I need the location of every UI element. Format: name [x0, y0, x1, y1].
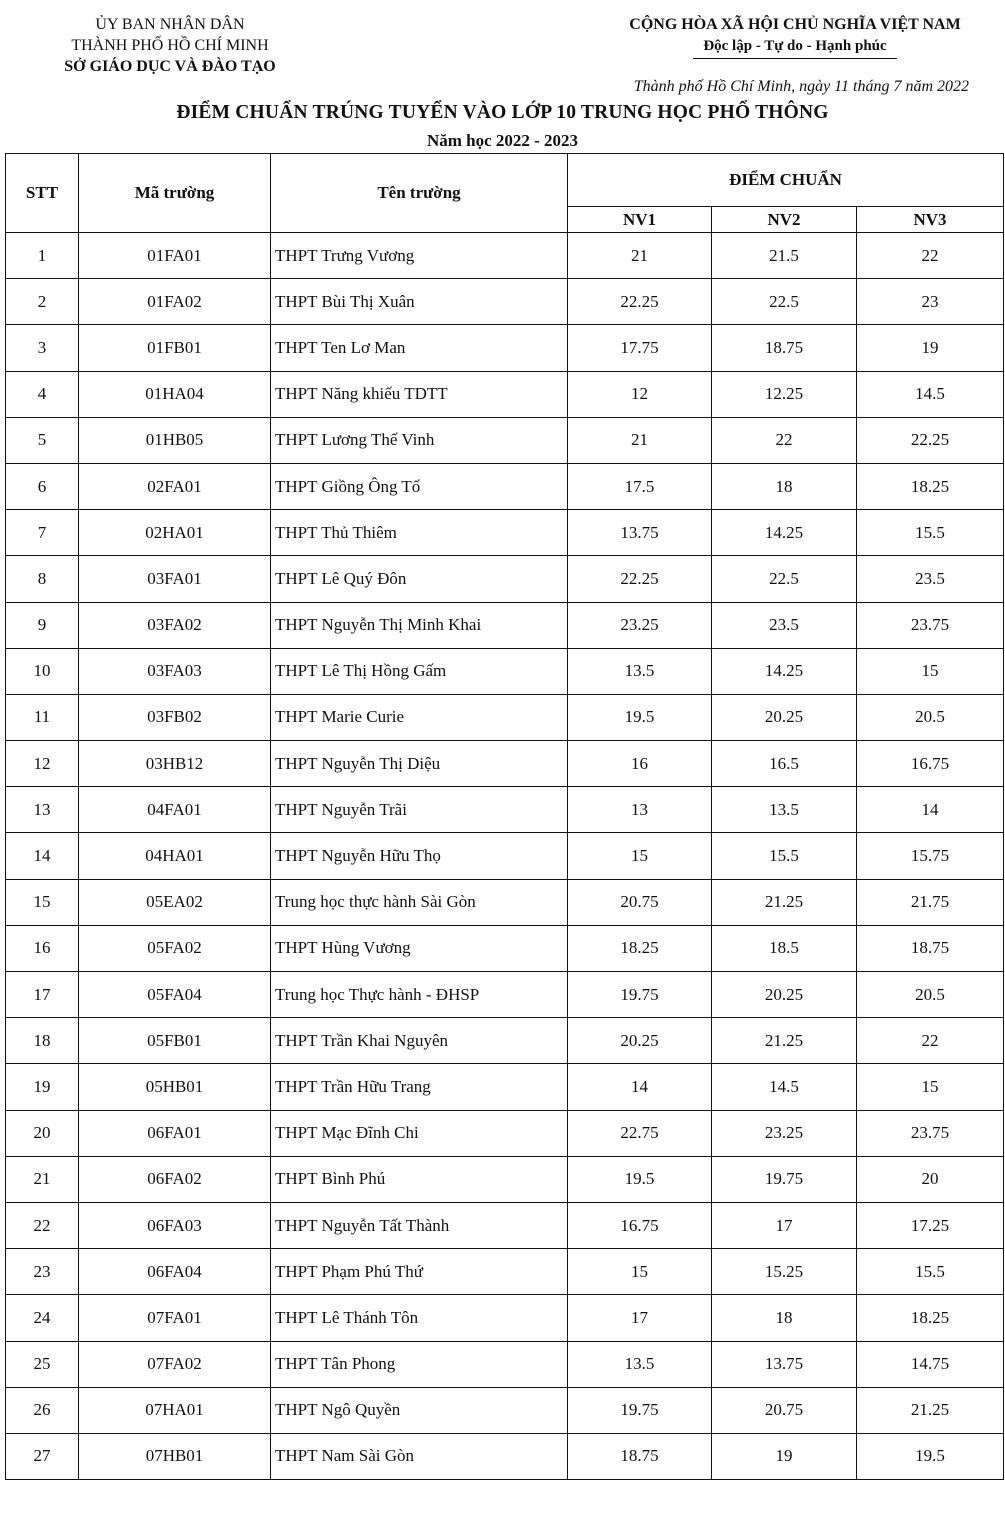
row-nv1-score: 18.25 — [568, 925, 712, 971]
row-school-name: THPT Marie Curie — [271, 694, 568, 740]
row-school-code: 07FA01 — [79, 1295, 271, 1341]
row-school-code: 03HB12 — [79, 741, 271, 787]
row-school-name: Trung học thực hành Sài Gòn — [271, 879, 568, 925]
row-stt: 1 — [6, 233, 79, 279]
table-row — [6, 510, 1004, 556]
table-row — [6, 1249, 1004, 1295]
row-school-code: 04FA01 — [79, 787, 271, 833]
table-row — [6, 972, 1004, 1018]
row-nv2-score: 21.5 — [712, 233, 857, 279]
row-stt: 3 — [6, 325, 79, 371]
row-school-code: 01HA04 — [79, 371, 271, 417]
nation-name: CỘNG HÒA XÃ HỘI CHỦ NGHĨA VIỆT NAM — [629, 16, 961, 33]
row-nv3-score: 23.75 — [857, 1110, 1004, 1156]
row-nv1-score: 12 — [568, 371, 712, 417]
row-nv1-score: 17 — [568, 1295, 712, 1341]
table-row — [6, 648, 1004, 694]
row-nv1-score: 19.5 — [568, 1156, 712, 1202]
row-school-name: Trung học Thực hành - ĐHSP — [271, 972, 568, 1018]
row-school-name: THPT Nguyễn Hữu Thọ — [271, 833, 568, 879]
row-school-code: 07HB01 — [79, 1433, 271, 1479]
row-school-code: 07HA01 — [79, 1387, 271, 1433]
row-stt: 14 — [6, 833, 79, 879]
row-nv2-score: 23.5 — [712, 602, 857, 648]
row-stt: 21 — [6, 1156, 79, 1202]
row-school-code: 06FA03 — [79, 1202, 271, 1248]
row-stt: 4 — [6, 371, 79, 417]
row-school-name: THPT Ngô Quyền — [271, 1387, 568, 1433]
header-school-name: Tên trường — [271, 154, 568, 233]
row-nv3-score: 23.75 — [857, 602, 1004, 648]
row-stt: 10 — [6, 648, 79, 694]
row-nv3-score: 16.75 — [857, 741, 1004, 787]
row-nv3-score: 14.5 — [857, 371, 1004, 417]
row-nv2-score: 15.5 — [712, 833, 857, 879]
row-nv2-score: 19.75 — [712, 1156, 857, 1202]
row-stt: 27 — [6, 1433, 79, 1479]
row-nv3-score: 18.75 — [857, 925, 1004, 971]
row-nv1-score: 16 — [568, 741, 712, 787]
row-school-code: 01HB05 — [79, 417, 271, 463]
row-nv1-score: 19.75 — [568, 1387, 712, 1433]
row-school-name: THPT Ten Lơ Man — [271, 325, 568, 371]
row-school-name: THPT Nguyễn Thị Minh Khai — [271, 602, 568, 648]
header-nv2: NV2 — [712, 207, 857, 233]
table-row — [6, 371, 1004, 417]
row-nv1-score: 20.75 — [568, 879, 712, 925]
row-nv1-score: 15 — [568, 1249, 712, 1295]
authority-department: SỞ GIÁO DỤC VÀ ĐÀO TẠO — [64, 58, 276, 75]
table-row — [6, 1202, 1004, 1248]
row-nv1-score: 22.25 — [568, 279, 712, 325]
row-school-name: THPT Tân Phong — [271, 1341, 568, 1387]
row-nv3-score: 18.25 — [857, 463, 1004, 509]
row-school-name: THPT Nam Sài Gòn — [271, 1433, 568, 1479]
row-stt: 11 — [6, 694, 79, 740]
row-school-code: 06FA04 — [79, 1249, 271, 1295]
row-nv2-score: 22 — [712, 417, 857, 463]
table-row — [6, 1064, 1004, 1110]
document-subtitle: Năm học 2022 - 2023 — [426, 131, 579, 150]
row-school-code: 03FA03 — [79, 648, 271, 694]
row-nv3-score: 18.25 — [857, 1295, 1004, 1341]
issuing-authority — [20, 14, 320, 77]
row-stt: 7 — [6, 510, 79, 556]
row-stt: 13 — [6, 787, 79, 833]
row-nv1-score: 15 — [568, 833, 712, 879]
table-row — [6, 1110, 1004, 1156]
row-stt: 6 — [6, 463, 79, 509]
table-row — [6, 602, 1004, 648]
row-nv1-score: 20.25 — [568, 1018, 712, 1064]
national-header — [600, 14, 990, 59]
row-stt: 2 — [6, 279, 79, 325]
authority-line-2: THÀNH PHỐ HỒ CHÍ MINH — [71, 37, 269, 54]
row-nv1-score: 13 — [568, 787, 712, 833]
row-nv2-score: 13.5 — [712, 787, 857, 833]
row-nv1-score: 22.25 — [568, 556, 712, 602]
table-body — [6, 233, 1004, 1480]
row-stt: 19 — [6, 1064, 79, 1110]
header-nv3: NV3 — [857, 207, 1004, 233]
row-stt: 17 — [6, 972, 79, 1018]
row-nv2-score: 22.5 — [712, 279, 857, 325]
row-stt: 15 — [6, 879, 79, 925]
national-motto: Độc lập - Tự do - Hạnh phúc — [693, 36, 896, 59]
table-row — [6, 1341, 1004, 1387]
row-school-name: THPT Lương Thế Vinh — [271, 417, 568, 463]
table-row — [6, 694, 1004, 740]
row-stt: 18 — [6, 1018, 79, 1064]
row-school-code: 05FA04 — [79, 972, 271, 1018]
row-stt: 16 — [6, 925, 79, 971]
row-nv3-score: 15.5 — [857, 510, 1004, 556]
row-school-code: 06FA01 — [79, 1110, 271, 1156]
row-nv2-score: 18 — [712, 1295, 857, 1341]
row-nv3-score: 19.5 — [857, 1433, 1004, 1479]
row-nv3-score: 14.75 — [857, 1341, 1004, 1387]
row-stt: 5 — [6, 417, 79, 463]
row-stt: 8 — [6, 556, 79, 602]
row-nv2-score: 17 — [712, 1202, 857, 1248]
row-school-code: 01FA02 — [79, 279, 271, 325]
row-school-code: 05EA02 — [79, 879, 271, 925]
row-nv3-score: 17.25 — [857, 1202, 1004, 1248]
row-school-name: THPT Trần Khai Nguyên — [271, 1018, 568, 1064]
row-school-code: 05HB01 — [79, 1064, 271, 1110]
row-stt: 25 — [6, 1341, 79, 1387]
row-stt: 20 — [6, 1110, 79, 1156]
row-nv1-score: 13.5 — [568, 648, 712, 694]
row-nv1-score: 19.5 — [568, 694, 712, 740]
row-nv2-score: 20.75 — [712, 1387, 857, 1433]
row-school-code: 03FB02 — [79, 694, 271, 740]
table-row — [6, 233, 1004, 279]
row-school-name: THPT Năng khiếu TDTT — [271, 371, 568, 417]
row-nv1-score: 16.75 — [568, 1202, 712, 1248]
row-nv3-score: 22 — [857, 1018, 1004, 1064]
row-stt: 24 — [6, 1295, 79, 1341]
row-school-code: 03FA01 — [79, 556, 271, 602]
row-nv1-score: 13.5 — [568, 1341, 712, 1387]
row-school-name: THPT Lê Thánh Tôn — [271, 1295, 568, 1341]
row-nv3-score: 21.75 — [857, 879, 1004, 925]
table-row — [6, 1433, 1004, 1479]
row-school-name: THPT Bùi Thị Xuân — [271, 279, 568, 325]
row-nv3-score: 15 — [857, 648, 1004, 694]
row-school-name: THPT Bình Phú — [271, 1156, 568, 1202]
row-nv2-score: 22.5 — [712, 556, 857, 602]
row-stt: 23 — [6, 1249, 79, 1295]
row-nv2-score: 14.25 — [712, 510, 857, 556]
row-nv2-score: 15.25 — [712, 1249, 857, 1295]
row-school-code: 03FA02 — [79, 602, 271, 648]
row-stt: 12 — [6, 741, 79, 787]
table-row — [6, 741, 1004, 787]
date-line: Thành phố Hồ Chí Minh, ngày 11 tháng 7 năm 2022 — [633, 78, 969, 95]
table-row — [6, 279, 1004, 325]
table-row — [6, 417, 1004, 463]
row-nv3-score: 23.5 — [857, 556, 1004, 602]
row-school-code: 06FA02 — [79, 1156, 271, 1202]
row-nv2-score: 14.5 — [712, 1064, 857, 1110]
row-stt: 26 — [6, 1387, 79, 1433]
row-school-name: THPT Giồng Ông Tố — [271, 463, 568, 509]
row-school-code: 02HA01 — [79, 510, 271, 556]
row-nv1-score: 14 — [568, 1064, 712, 1110]
row-school-code: 05FA02 — [79, 925, 271, 971]
row-nv1-score: 13.75 — [568, 510, 712, 556]
row-school-code: 07FA02 — [79, 1341, 271, 1387]
row-nv3-score: 19 — [857, 325, 1004, 371]
row-nv3-score: 15 — [857, 1064, 1004, 1110]
row-nv2-score: 18.5 — [712, 925, 857, 971]
row-school-code: 04HA01 — [79, 833, 271, 879]
header-cutoff-scores: ĐIỂM CHUẨN — [568, 154, 1004, 207]
row-school-code: 01FA01 — [79, 233, 271, 279]
table-row — [6, 1295, 1004, 1341]
row-nv2-score: 20.25 — [712, 972, 857, 1018]
table-row — [6, 787, 1004, 833]
row-nv2-score: 18 — [712, 463, 857, 509]
row-nv3-score: 20.5 — [857, 694, 1004, 740]
row-school-name: THPT Trưng Vương — [271, 233, 568, 279]
row-nv2-score: 21.25 — [712, 1018, 857, 1064]
row-nv1-score: 21 — [568, 233, 712, 279]
table-row — [6, 556, 1004, 602]
row-nv1-score: 22.75 — [568, 1110, 712, 1156]
document-title: ĐIỂM CHUẨN TRÚNG TUYỂN VÀO LỚP 10 TRUNG HỌC PHỔ THÔNG — [176, 102, 829, 123]
table-row — [6, 463, 1004, 509]
row-school-code: 01FB01 — [79, 325, 271, 371]
row-nv3-score: 20 — [857, 1156, 1004, 1202]
row-school-name: THPT Nguyễn Trãi — [271, 787, 568, 833]
row-nv3-score: 20.5 — [857, 972, 1004, 1018]
table-row — [6, 1156, 1004, 1202]
row-nv1-score: 17.5 — [568, 463, 712, 509]
table-row — [6, 325, 1004, 371]
row-nv1-score: 18.75 — [568, 1433, 712, 1479]
row-nv2-score: 12.25 — [712, 371, 857, 417]
row-nv2-score: 20.25 — [712, 694, 857, 740]
row-school-name: THPT Hùng Vương — [271, 925, 568, 971]
admission-scores-table — [5, 153, 1004, 1480]
row-school-name: THPT Trần Hữu Trang — [271, 1064, 568, 1110]
row-school-name: THPT Lê Thị Hồng Gấm — [271, 648, 568, 694]
header-nv1: NV1 — [568, 207, 712, 233]
row-nv3-score: 23 — [857, 279, 1004, 325]
row-school-name: THPT Lê Quý Đôn — [271, 556, 568, 602]
table-row — [6, 879, 1004, 925]
row-nv2-score: 14.25 — [712, 648, 857, 694]
row-nv3-score: 21.25 — [857, 1387, 1004, 1433]
row-nv2-score: 21.25 — [712, 879, 857, 925]
row-nv2-score: 23.25 — [712, 1110, 857, 1156]
row-nv2-score: 16.5 — [712, 741, 857, 787]
row-school-name: THPT Thủ Thiêm — [271, 510, 568, 556]
row-nv1-score: 21 — [568, 417, 712, 463]
row-school-name: THPT Phạm Phú Thứ — [271, 1249, 568, 1295]
header-stt: STT — [6, 154, 79, 233]
table-row — [6, 925, 1004, 971]
row-nv2-score: 13.75 — [712, 1341, 857, 1387]
row-school-code: 05FB01 — [79, 1018, 271, 1064]
row-nv1-score: 23.25 — [568, 602, 712, 648]
table-row — [6, 1387, 1004, 1433]
authority-line-1: ỦY BAN NHÂN DÂN — [95, 16, 245, 33]
row-school-name: THPT Mạc Đĩnh Chi — [271, 1110, 568, 1156]
row-stt: 22 — [6, 1202, 79, 1248]
row-nv3-score: 15.75 — [857, 833, 1004, 879]
row-nv3-score: 22 — [857, 233, 1004, 279]
row-nv3-score: 22.25 — [857, 417, 1004, 463]
row-nv1-score: 19.75 — [568, 972, 712, 1018]
header-school-code: Mã trường — [79, 154, 271, 233]
table-row — [6, 833, 1004, 879]
table-row — [6, 1018, 1004, 1064]
row-school-name: THPT Nguyễn Thị Diệu — [271, 741, 568, 787]
row-nv3-score: 14 — [857, 787, 1004, 833]
row-nv1-score: 17.75 — [568, 325, 712, 371]
row-nv3-score: 15.5 — [857, 1249, 1004, 1295]
row-nv2-score: 19 — [712, 1433, 857, 1479]
row-school-name: THPT Nguyễn Tất Thành — [271, 1202, 568, 1248]
row-nv2-score: 18.75 — [712, 325, 857, 371]
row-school-code: 02FA01 — [79, 463, 271, 509]
row-stt: 9 — [6, 602, 79, 648]
